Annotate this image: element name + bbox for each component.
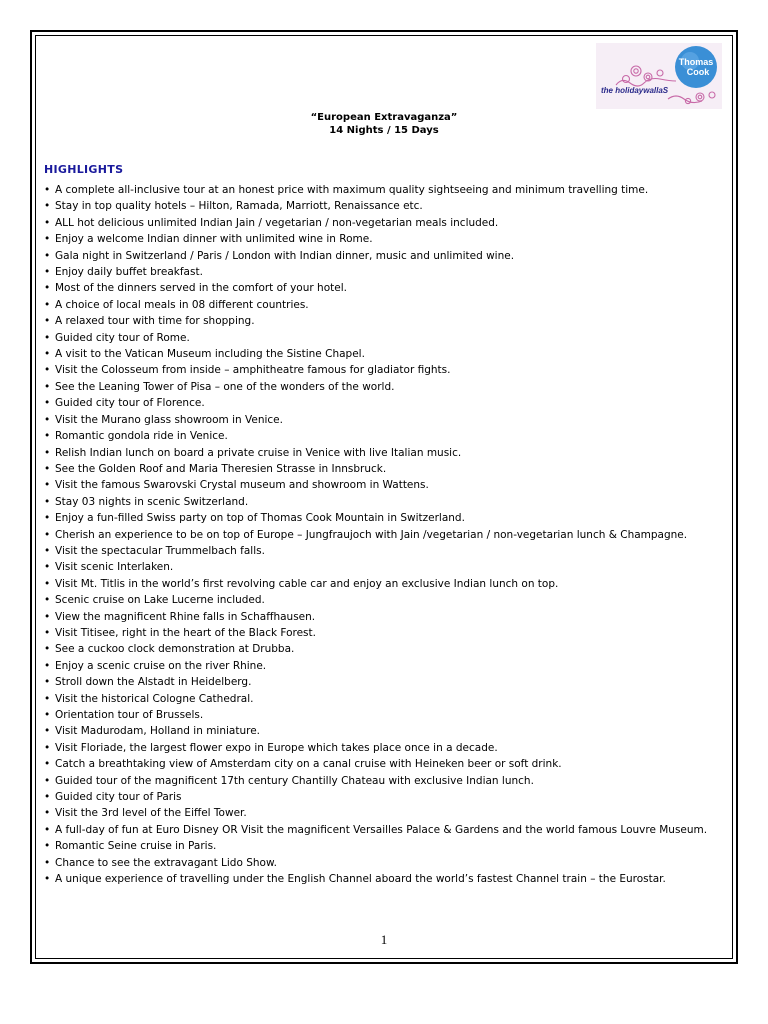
- bullet-icon: •: [44, 610, 51, 623]
- highlight-item: [44, 412, 724, 428]
- bullet-icon: •: [44, 249, 51, 262]
- highlight-item: [44, 789, 724, 805]
- highlight-text: ALL hot delicious unlimited Indian Jain / vegetarian / non-vegetarian meals included.: [55, 216, 499, 229]
- bullet-icon: •: [44, 774, 51, 787]
- logo-tagline: the holidaywallaS: [601, 86, 669, 95]
- highlight-item: [44, 527, 724, 543]
- highlight-item: [44, 805, 724, 821]
- highlight-text: A visit to the Vatican Museum including the Sistine Chapel.: [55, 348, 365, 361]
- highlight-text: Guided tour of the magnificent 17th century Chantilly Chateau with exclusive Indian lunch.: [55, 774, 534, 787]
- highlight-item: [44, 346, 724, 362]
- highlight-text: Guided city tour of Paris: [55, 791, 182, 804]
- bullet-icon: •: [44, 791, 51, 804]
- highlight-text: A full-day of fun at Euro Disney OR Visit the magnificent Versailles Palace & Gardens and the world famous Louvre Museum.: [55, 823, 708, 836]
- logo-brand-line2: Cook: [686, 67, 710, 77]
- bullet-icon: •: [44, 266, 51, 279]
- highlight-text: Relish Indian lunch on board a private cruise in Venice with live Italian music.: [55, 446, 462, 459]
- page-number: 1: [380, 932, 388, 947]
- highlight-text: A complete all-inclusive tour at an honest price with maximum quality sightseeing and minimum travelling time.: [55, 184, 649, 196]
- highlight-item: [44, 559, 724, 575]
- bullet-icon: •: [44, 282, 51, 295]
- bullet-icon: •: [44, 446, 51, 459]
- highlight-text: Orientation tour of Brussels.: [55, 709, 204, 721]
- bullet-icon: •: [44, 807, 51, 820]
- highlight-text: A unique experience of travelling under the English Channel aboard the world’s fastest Channel train – the Eurostar.: [55, 873, 666, 886]
- highlight-item: [44, 822, 724, 838]
- highlight-text: Stay in top quality hotels – Hilton, Ramada, Marriott, Renaissance etc.: [55, 200, 423, 213]
- highlight-text: Enjoy daily buffet breakfast.: [55, 266, 203, 279]
- bullet-icon: •: [44, 380, 51, 393]
- highlight-item: [44, 198, 724, 214]
- highlight-item: [44, 395, 724, 411]
- highlight-item: [44, 609, 724, 625]
- bullet-icon: •: [44, 873, 51, 886]
- bullet-icon: •: [44, 758, 51, 771]
- highlight-text: Visit scenic Interlaken.: [55, 561, 174, 574]
- highlight-item: [44, 691, 724, 707]
- highlight-item: [44, 379, 724, 395]
- bullet-icon: •: [44, 331, 51, 344]
- highlights-list: [44, 182, 724, 887]
- highlight-text: Romantic gondola ride in Venice.: [55, 430, 228, 443]
- bullet-icon: •: [44, 528, 51, 541]
- highlight-item: [44, 510, 724, 526]
- highlight-text: Visit Titisee, right in the heart of the Black Forest.: [55, 626, 316, 639]
- highlight-text: Chance to see the extravagant Lido Show.: [55, 856, 277, 869]
- highlight-item: [44, 592, 724, 608]
- highlight-text: Enjoy a welcome Indian dinner with unlimited wine in Rome.: [55, 233, 373, 246]
- bullet-icon: •: [44, 676, 51, 689]
- highlight-item: [44, 625, 724, 641]
- bullet-icon: •: [44, 692, 51, 705]
- highlight-text: Visit Floriade, the largest flower expo in Europe which takes place once in a decade.: [55, 741, 498, 754]
- highlight-item: [44, 641, 724, 657]
- bullet-icon: •: [44, 298, 51, 311]
- bullet-icon: •: [44, 315, 51, 328]
- bullet-icon: •: [44, 495, 51, 508]
- bullet-icon: •: [44, 430, 51, 443]
- highlight-text: Visit the historical Cologne Cathedral.: [55, 692, 254, 705]
- highlight-text: Enjoy a scenic cruise on the river Rhine.: [55, 659, 267, 672]
- highlight-item: [44, 838, 724, 854]
- highlight-item: [44, 297, 724, 313]
- highlight-item: [44, 362, 724, 378]
- highlight-item: [44, 264, 724, 280]
- bullet-icon: •: [44, 659, 51, 672]
- highlight-text: Visit the spectacular Trummelbach falls.: [55, 544, 265, 557]
- highlights-heading: HIGHLIGHTS: [44, 163, 124, 176]
- bullet-icon: •: [44, 594, 51, 607]
- bullet-icon: •: [44, 856, 51, 869]
- bullet-icon: •: [44, 216, 51, 229]
- highlight-item: [44, 428, 724, 444]
- bullet-icon: •: [44, 479, 51, 492]
- highlight-text: A relaxed tour with time for shopping.: [55, 315, 255, 328]
- bullet-icon: •: [44, 561, 51, 574]
- highlight-item: [44, 330, 724, 346]
- highlight-text: See the Leaning Tower of Pisa – one of the wonders of the world.: [55, 380, 395, 393]
- bullet-icon: •: [44, 364, 51, 377]
- bullet-icon: •: [44, 741, 51, 754]
- highlight-item: [44, 477, 724, 493]
- highlight-text: See the Golden Roof and Maria Theresien Strasse in Innsbruck.: [55, 462, 387, 475]
- tour-title: “European Extravaganza”: [310, 112, 458, 123]
- bullet-icon: •: [44, 643, 51, 656]
- bullet-icon: •: [44, 348, 51, 361]
- highlight-text: Catch a breathtaking view of Amsterdam city on a canal cruise with Heineken beer or soft drink.: [55, 758, 562, 771]
- bullet-icon: •: [44, 725, 51, 738]
- highlight-item: [44, 855, 724, 871]
- highlight-item: [44, 707, 724, 723]
- highlight-text: See a cuckoo clock demonstration at Drubba.: [55, 643, 295, 656]
- bullet-icon: •: [44, 184, 51, 196]
- bullet-icon: •: [44, 462, 51, 475]
- thomas-cook-logo: [596, 43, 722, 109]
- highlight-text: Guided city tour of Rome.: [55, 331, 190, 344]
- highlight-text: Enjoy a fun-filled Swiss party on top of Thomas Cook Mountain in Switzerland.: [55, 512, 465, 525]
- bullet-icon: •: [44, 823, 51, 836]
- bullet-icon: •: [44, 397, 51, 410]
- highlight-item: [44, 215, 724, 231]
- highlight-item: [44, 280, 724, 296]
- highlight-item: [44, 723, 724, 739]
- document-header: [35, 111, 733, 137]
- highlight-item: [44, 871, 724, 887]
- highlight-item: [44, 658, 724, 674]
- highlight-text: A choice of local meals in 08 different countries.: [55, 298, 309, 311]
- highlight-text: Romantic Seine cruise in Paris.: [55, 840, 217, 853]
- bullet-icon: •: [44, 200, 51, 213]
- highlight-text: Stroll down the Alstadt in Heidelberg.: [55, 676, 252, 689]
- highlight-item: [44, 445, 724, 461]
- bullet-icon: •: [44, 512, 51, 525]
- bullet-icon: •: [44, 709, 51, 721]
- highlight-item: [44, 313, 724, 329]
- highlight-item: [44, 756, 724, 772]
- highlight-text: Visit the Colosseum from inside – amphitheatre famous for gladiator fights.: [55, 364, 451, 377]
- highlight-text: Stay 03 nights in scenic Switzerland.: [55, 495, 249, 508]
- highlight-text: Most of the dinners served in the comfort of your hotel.: [55, 282, 347, 295]
- highlight-item: [44, 182, 724, 198]
- bullet-icon: •: [44, 577, 51, 590]
- bullet-icon: •: [44, 626, 51, 639]
- bullet-icon: •: [44, 840, 51, 853]
- highlight-text: Visit the famous Swarovski Crystal museum and showroom in Wattens.: [55, 479, 429, 492]
- highlight-text: Cherish an experience to be on top of Europe – Jungfraujoch with Jain /vegetarian / non-vegetarian lunch & Champagne.: [55, 528, 688, 541]
- bullet-icon: •: [44, 233, 51, 246]
- bullet-icon: •: [44, 413, 51, 426]
- tour-duration: 14 Nights / 15 Days: [329, 125, 439, 136]
- highlight-item: [44, 494, 724, 510]
- highlight-item: [44, 576, 724, 592]
- highlight-text: Scenic cruise on Lake Lucerne included.: [55, 594, 265, 607]
- bullet-icon: •: [44, 544, 51, 557]
- highlight-text: Gala night in Switzerland / Paris / London with Indian dinner, music and unlimited wine.: [55, 249, 515, 262]
- highlight-item: [44, 248, 724, 264]
- highlight-item: [44, 461, 724, 477]
- highlight-text: Visit the Murano glass showroom in Venice.: [55, 413, 283, 426]
- highlight-item: [44, 773, 724, 789]
- highlight-item: [44, 674, 724, 690]
- highlight-text: Guided city tour of Florence.: [55, 397, 205, 410]
- highlight-text: View the magnificent Rhine falls in Schaffhausen.: [55, 610, 316, 623]
- highlight-item: [44, 231, 724, 247]
- highlight-item: [44, 543, 724, 559]
- highlight-text: Visit the 3rd level of the Eiffel Tower.: [55, 807, 247, 820]
- highlight-item: [44, 740, 724, 756]
- highlight-text: Visit Madurodam, Holland in miniature.: [55, 725, 261, 738]
- highlight-text: Visit Mt. Titlis in the world’s first revolving cable car and enjoy an exclusive Indian lunch on top.: [55, 577, 559, 590]
- logo-brand-line1: Thomas: [678, 57, 714, 67]
